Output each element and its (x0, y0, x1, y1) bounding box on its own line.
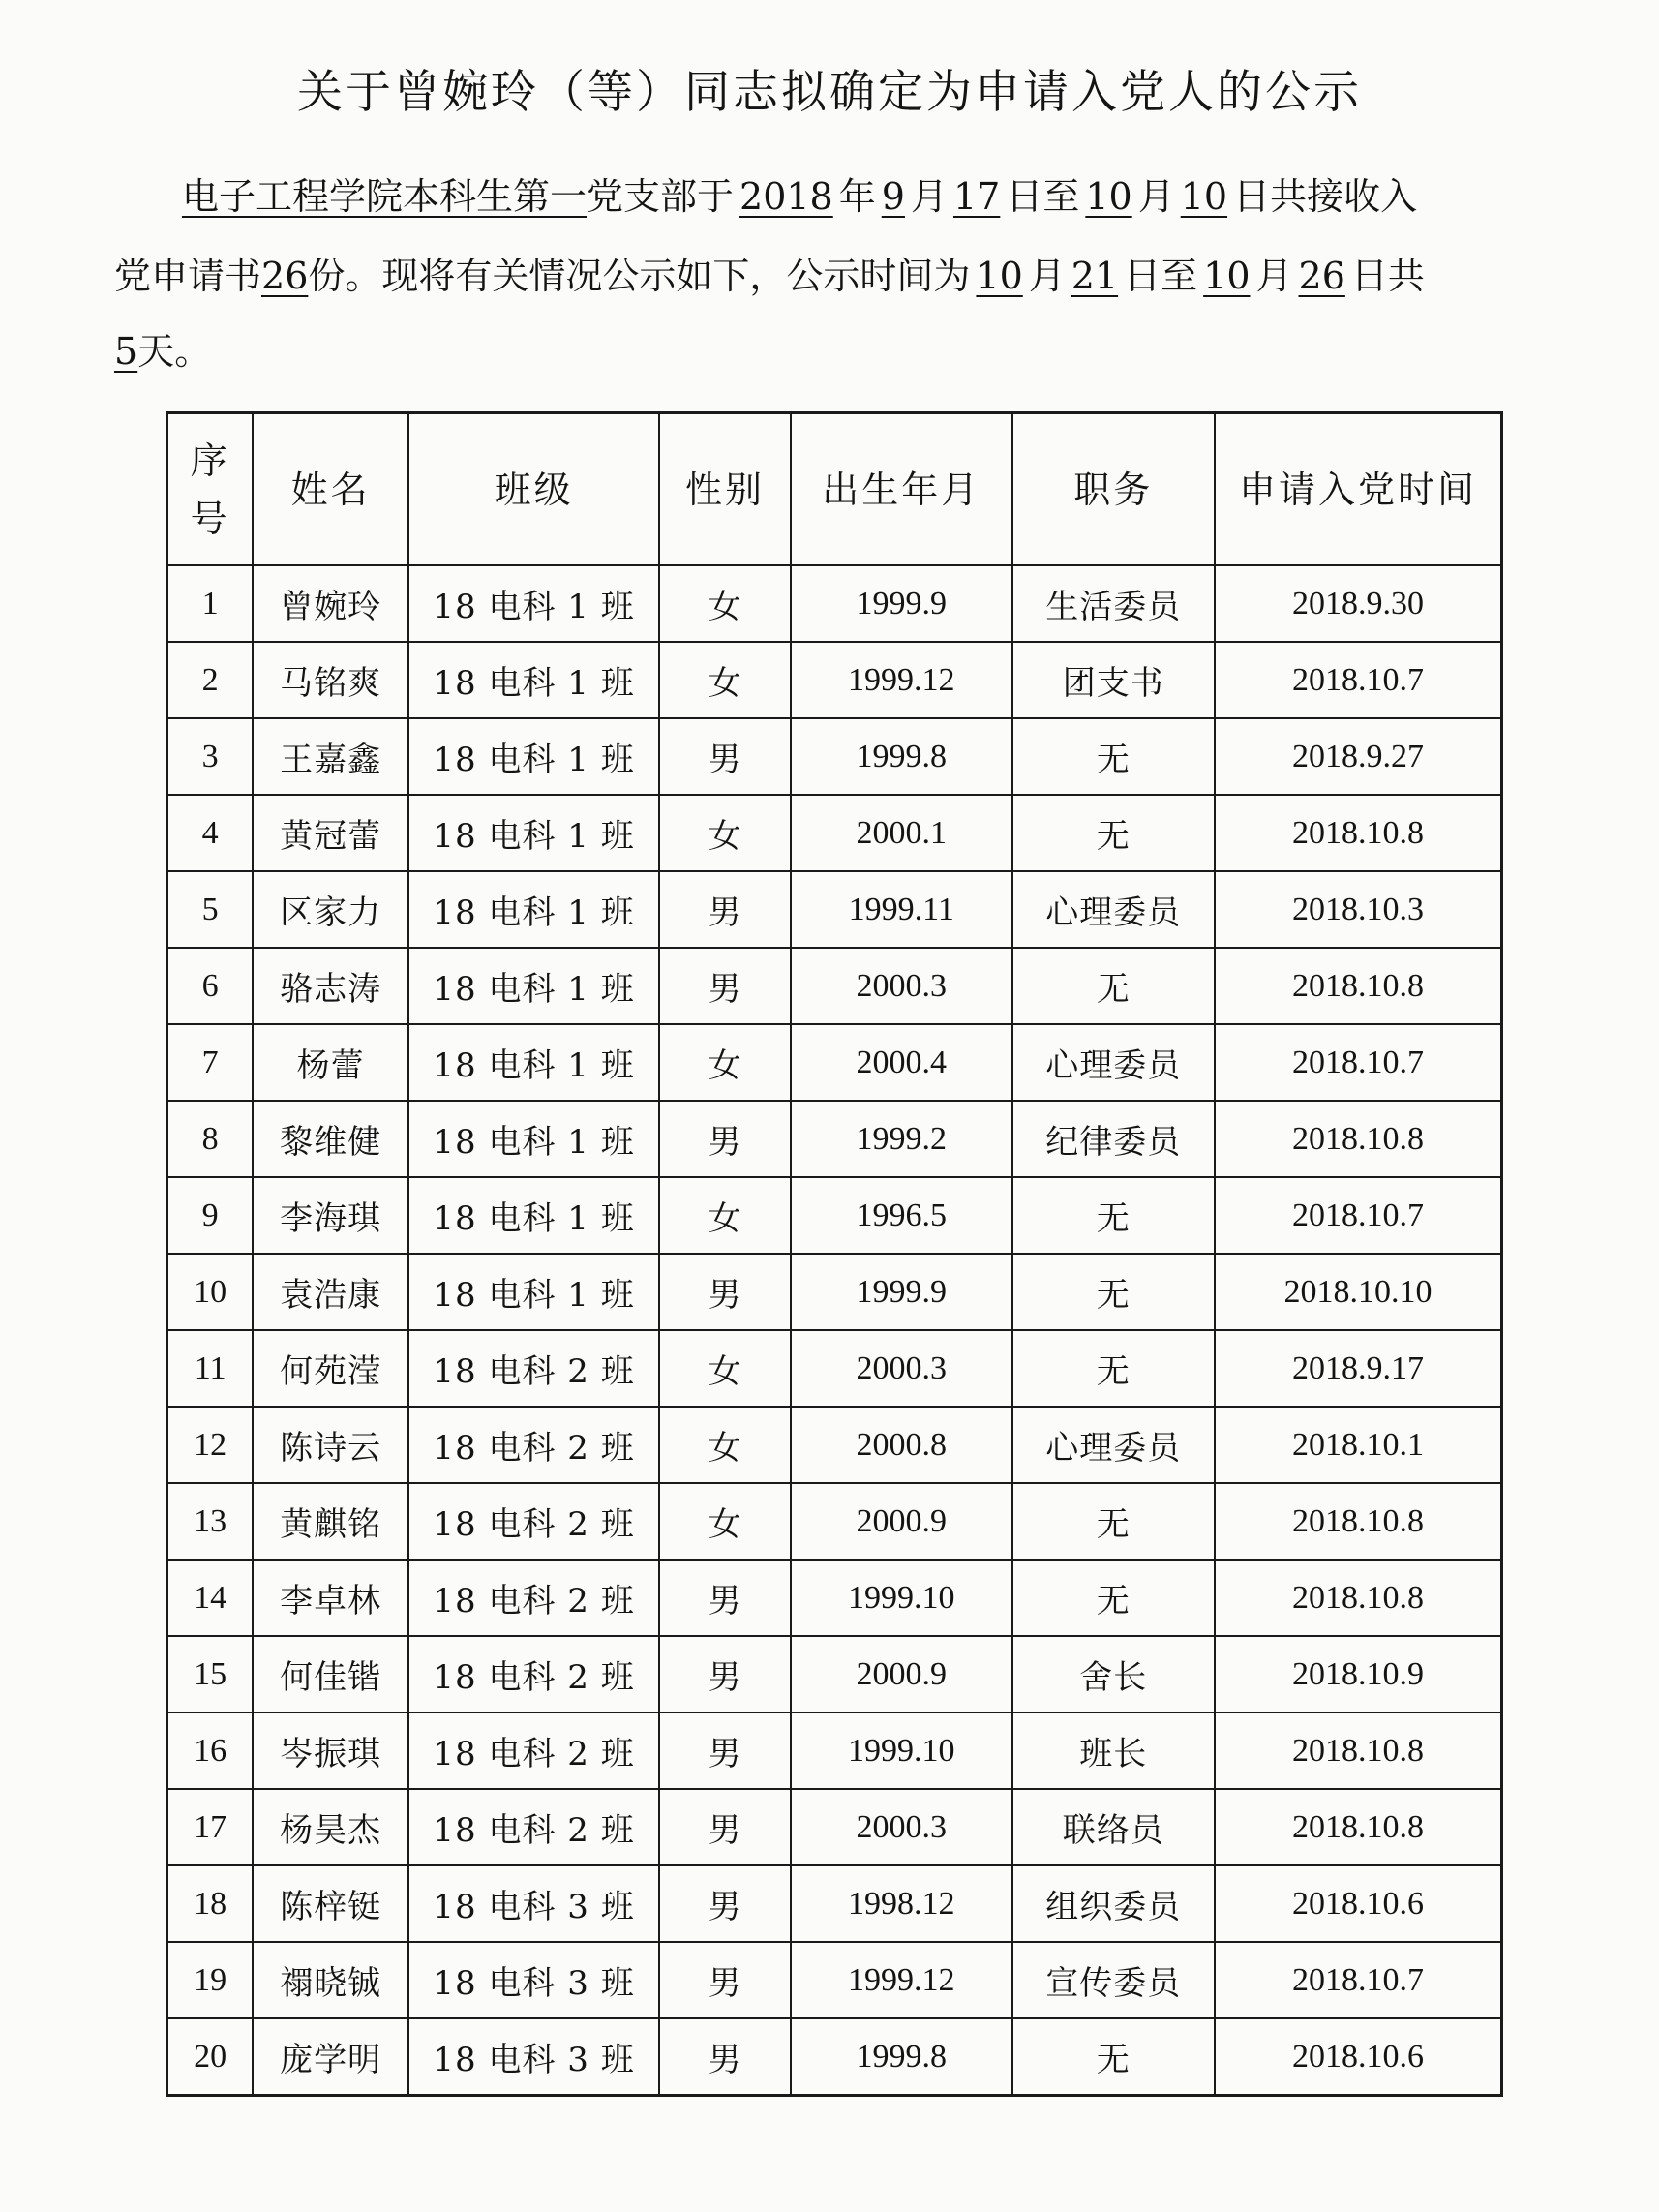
cell-class: 18 电科 2 班 (408, 1789, 659, 1865)
cell-name: 马铭爽 (253, 642, 408, 718)
table-row (167, 1101, 1502, 1177)
cell-name: 岑振琪 (253, 1712, 408, 1789)
cell-birth: 2000.4 (791, 1024, 1012, 1101)
cell-name: 庞学明 (253, 2018, 408, 2096)
cell-position: 宣传委员 (1012, 1942, 1215, 2018)
cell-class: 18 电科 1 班 (408, 1254, 659, 1330)
notice-text: 日共 (1350, 255, 1425, 297)
cell-position: 无 (1012, 795, 1215, 871)
end-day: 10 (1180, 175, 1228, 218)
notice-text: 月 (1028, 255, 1066, 297)
cell-gender: 女 (659, 565, 791, 642)
end-month: 10 (1085, 175, 1132, 218)
cell-apply-date: 2018.10.6 (1215, 2018, 1502, 2096)
cell-apply-date: 2018.9.17 (1215, 1330, 1502, 1407)
table-row (167, 795, 1502, 871)
cell-name: 李卓林 (253, 1560, 408, 1636)
cell-seq: 16 (167, 1712, 254, 1789)
cell-birth: 2000.1 (791, 795, 1012, 871)
cell-gender: 女 (659, 642, 791, 718)
header-seq: 序 号 (167, 413, 254, 566)
cell-apply-date: 2018.10.8 (1215, 795, 1502, 871)
cell-apply-date: 2018.10.8 (1215, 1712, 1502, 1789)
cell-birth: 1999.8 (791, 2018, 1012, 2096)
cell-name: 何苑滢 (253, 1330, 408, 1407)
cell-seq: 6 (167, 948, 254, 1024)
cell-apply-date: 2018.10.8 (1215, 948, 1502, 1024)
cell-position: 心理委员 (1012, 871, 1215, 948)
publicity-days: 5 (114, 330, 138, 373)
cell-name: 陈诗云 (253, 1407, 408, 1483)
cell-position: 心理委员 (1012, 1024, 1215, 1101)
publicity-end-month: 10 (1203, 255, 1251, 297)
cell-seq: 7 (167, 1024, 254, 1101)
cell-name: 黎维健 (253, 1101, 408, 1177)
cell-apply-date: 2018.10.6 (1215, 1865, 1502, 1942)
notice-text: 日共接收入 (1233, 175, 1418, 218)
cell-position: 无 (1012, 1254, 1215, 1330)
table-row (167, 1330, 1502, 1407)
cell-gender: 男 (659, 718, 791, 795)
header-apply-date: 申请入党时间 (1215, 413, 1502, 566)
cell-apply-date: 2018.10.8 (1215, 1789, 1502, 1865)
cell-birth: 1999.9 (791, 1254, 1012, 1330)
cell-position: 联络员 (1012, 1789, 1215, 1865)
table-row (167, 1636, 1502, 1712)
cell-name: 杨昊杰 (253, 1789, 408, 1865)
cell-gender: 男 (659, 1942, 791, 2018)
cell-gender: 男 (659, 1789, 791, 1865)
cell-birth: 1999.9 (791, 565, 1012, 642)
cell-seq: 4 (167, 795, 254, 871)
table-row (167, 642, 1502, 718)
cell-gender: 男 (659, 1254, 791, 1330)
cell-class: 18 电科 2 班 (408, 1712, 659, 1789)
cell-seq: 8 (167, 1101, 254, 1177)
cell-birth: 1996.5 (791, 1177, 1012, 1254)
publicity-end-day: 26 (1298, 255, 1345, 297)
cell-apply-date: 2018.9.27 (1215, 718, 1502, 795)
cell-gender: 女 (659, 1024, 791, 1101)
cell-position: 团支书 (1012, 642, 1215, 718)
cell-apply-date: 2018.10.9 (1215, 1636, 1502, 1712)
cell-position: 无 (1012, 1560, 1215, 1636)
cell-birth: 1999.8 (791, 718, 1012, 795)
cell-class: 18 电科 2 班 (408, 1483, 659, 1560)
cell-class: 18 电科 3 班 (408, 1865, 659, 1942)
cell-name: 陈梓铤 (253, 1865, 408, 1942)
cell-class: 18 电科 2 班 (408, 1330, 659, 1407)
cell-name: 何佳锴 (253, 1636, 408, 1712)
cell-gender: 男 (659, 2018, 791, 2096)
cell-apply-date: 2018.10.1 (1215, 1407, 1502, 1483)
cell-apply-date: 2018.10.10 (1215, 1254, 1502, 1330)
notice-text: 党申请书 (114, 255, 262, 297)
cell-gender: 女 (659, 1407, 791, 1483)
cell-birth: 2000.3 (791, 1330, 1012, 1407)
cell-position: 纪律委员 (1012, 1101, 1215, 1177)
cell-position: 组织委员 (1012, 1865, 1215, 1942)
notice-text: 党支部于 (587, 175, 735, 218)
cell-birth: 2000.3 (791, 948, 1012, 1024)
cell-apply-date: 2018.10.7 (1215, 1024, 1502, 1101)
cell-gender: 男 (659, 1560, 791, 1636)
cell-name: 袁浩康 (253, 1254, 408, 1330)
cell-seq: 10 (167, 1254, 254, 1330)
cell-seq: 15 (167, 1636, 254, 1712)
cell-gender: 女 (659, 1177, 791, 1254)
cell-seq: 17 (167, 1789, 254, 1865)
cell-seq: 1 (167, 565, 254, 642)
cell-class: 18 电科 1 班 (408, 948, 659, 1024)
start-day: 17 (952, 175, 1001, 218)
notice-text: 份。现将有关情况公示如下，公示时间为 (308, 255, 971, 297)
cell-position: 生活委员 (1012, 565, 1215, 642)
publicity-start-day: 21 (1071, 255, 1119, 297)
cell-class: 18 电科 1 班 (408, 718, 659, 795)
cell-gender: 女 (659, 795, 791, 871)
applicant-table (166, 411, 1503, 2097)
table-row (167, 565, 1502, 642)
cell-seq: 12 (167, 1407, 254, 1483)
cell-seq: 2 (167, 642, 254, 718)
cell-apply-date: 2018.10.8 (1215, 1101, 1502, 1177)
cell-birth: 1999.10 (791, 1560, 1012, 1636)
cell-birth: 1999.11 (791, 871, 1012, 948)
cell-position: 无 (1012, 948, 1215, 1024)
cell-position: 无 (1012, 1177, 1215, 1254)
cell-position: 无 (1012, 718, 1215, 795)
start-year: 2018 (739, 175, 833, 218)
cell-position: 舍长 (1012, 1636, 1215, 1712)
cell-seq: 19 (167, 1942, 254, 2018)
cell-position: 心理委员 (1012, 1407, 1215, 1483)
notice-text: 日至 (1006, 175, 1080, 218)
cell-name: 黄冠蕾 (253, 795, 408, 871)
table-row (167, 2018, 1502, 2096)
cell-birth: 1998.12 (791, 1865, 1012, 1942)
cell-gender: 女 (659, 1483, 791, 1560)
cell-birth: 2000.9 (791, 1636, 1012, 1712)
table-row (167, 1942, 1502, 2018)
cell-birth: 1999.2 (791, 1101, 1012, 1177)
page-title: 关于曾婉玲（等）同志拟确定为申请入党人的公示 (297, 66, 1362, 119)
cell-apply-date: 2018.10.7 (1215, 1177, 1502, 1254)
cell-position: 班长 (1012, 1712, 1215, 1789)
cell-name: 骆志涛 (253, 948, 408, 1024)
cell-name: 黄麒铭 (253, 1483, 408, 1560)
notice-text: 月 (1255, 255, 1293, 297)
table-row (167, 871, 1502, 948)
header-gender: 性别 (659, 413, 791, 566)
cell-class: 18 电科 1 班 (408, 795, 659, 871)
header-birth: 出生年月 (791, 413, 1012, 566)
cell-name: 杨蕾 (253, 1024, 408, 1101)
cell-seq: 9 (167, 1177, 254, 1254)
notice-text: 日至 (1124, 255, 1198, 297)
cell-class: 18 电科 3 班 (408, 2018, 659, 2096)
cell-class: 18 电科 1 班 (408, 565, 659, 642)
table-row (167, 1254, 1502, 1330)
table-row (167, 1560, 1502, 1636)
cell-seq: 13 (167, 1483, 254, 1560)
publicity-start-month: 10 (976, 255, 1023, 297)
table-header-row (167, 413, 1502, 566)
branch-name: 电子工程学院本科生第一 (182, 175, 588, 218)
cell-birth: 1999.10 (791, 1712, 1012, 1789)
cell-gender: 男 (659, 1712, 791, 1789)
table-row (167, 1024, 1502, 1101)
start-month: 9 (881, 175, 905, 218)
table-row (167, 1407, 1502, 1483)
cell-gender: 女 (659, 1330, 791, 1407)
cell-class: 18 电科 1 班 (408, 642, 659, 718)
cell-apply-date: 2018.10.7 (1215, 1942, 1502, 2018)
cell-apply-date: 2018.9.30 (1215, 565, 1502, 642)
cell-class: 18 电科 2 班 (408, 1407, 659, 1483)
cell-position: 无 (1012, 1330, 1215, 1407)
cell-gender: 男 (659, 1636, 791, 1712)
cell-seq: 3 (167, 718, 254, 795)
cell-seq: 18 (167, 1865, 254, 1942)
cell-gender: 男 (659, 1101, 791, 1177)
cell-class: 18 电科 3 班 (408, 1942, 659, 2018)
table-row (167, 1177, 1502, 1254)
cell-seq: 5 (167, 871, 254, 948)
cell-seq: 11 (167, 1330, 254, 1407)
cell-apply-date: 2018.10.3 (1215, 871, 1502, 948)
cell-apply-date: 2018.10.7 (1215, 642, 1502, 718)
cell-birth: 1999.12 (791, 642, 1012, 718)
cell-class: 18 电科 1 班 (408, 1101, 659, 1177)
cell-class: 18 电科 2 班 (408, 1636, 659, 1712)
cell-name: 李海琪 (253, 1177, 408, 1254)
cell-name: 区家力 (253, 871, 408, 948)
notice-text: 月 (910, 175, 948, 218)
cell-apply-date: 2018.10.8 (1215, 1483, 1502, 1560)
cell-seq: 20 (167, 2018, 254, 2096)
cell-name: 禤晓铖 (253, 1942, 408, 2018)
table-row (167, 948, 1502, 1024)
table-row (167, 1789, 1502, 1865)
cell-birth: 2000.8 (791, 1407, 1012, 1483)
header-name: 姓名 (253, 413, 408, 566)
notice-text: 天。 (137, 330, 212, 373)
cell-gender: 男 (659, 1865, 791, 1942)
header-position: 职务 (1012, 413, 1215, 566)
cell-class: 18 电科 1 班 (408, 1024, 659, 1101)
notice-line-3 (114, 329, 1556, 374)
cell-position: 无 (1012, 1483, 1215, 1560)
header-class: 班级 (408, 413, 659, 566)
cell-gender: 男 (659, 871, 791, 948)
table-row (167, 1865, 1502, 1942)
cell-birth: 2000.3 (791, 1789, 1012, 1865)
cell-seq: 14 (167, 1560, 254, 1636)
table-row (167, 718, 1502, 795)
table-row (167, 1483, 1502, 1560)
application-count: 26 (261, 255, 309, 297)
table-row (167, 1712, 1502, 1789)
cell-class: 18 电科 2 班 (408, 1560, 659, 1636)
cell-apply-date: 2018.10.8 (1215, 1560, 1502, 1636)
cell-class: 18 电科 1 班 (408, 871, 659, 948)
cell-birth: 2000.9 (791, 1483, 1012, 1560)
cell-position: 无 (1012, 2018, 1215, 2096)
notice-line-1 (182, 174, 1624, 219)
cell-class: 18 电科 1 班 (408, 1177, 659, 1254)
cell-gender: 男 (659, 948, 791, 1024)
notice-text: 月 (1137, 175, 1175, 218)
cell-name: 曾婉玲 (253, 565, 408, 642)
cell-name: 王嘉鑫 (253, 718, 408, 795)
notice-line-2 (114, 254, 1556, 298)
cell-birth: 1999.12 (791, 1942, 1012, 2018)
notice-text: 年 (838, 175, 876, 218)
